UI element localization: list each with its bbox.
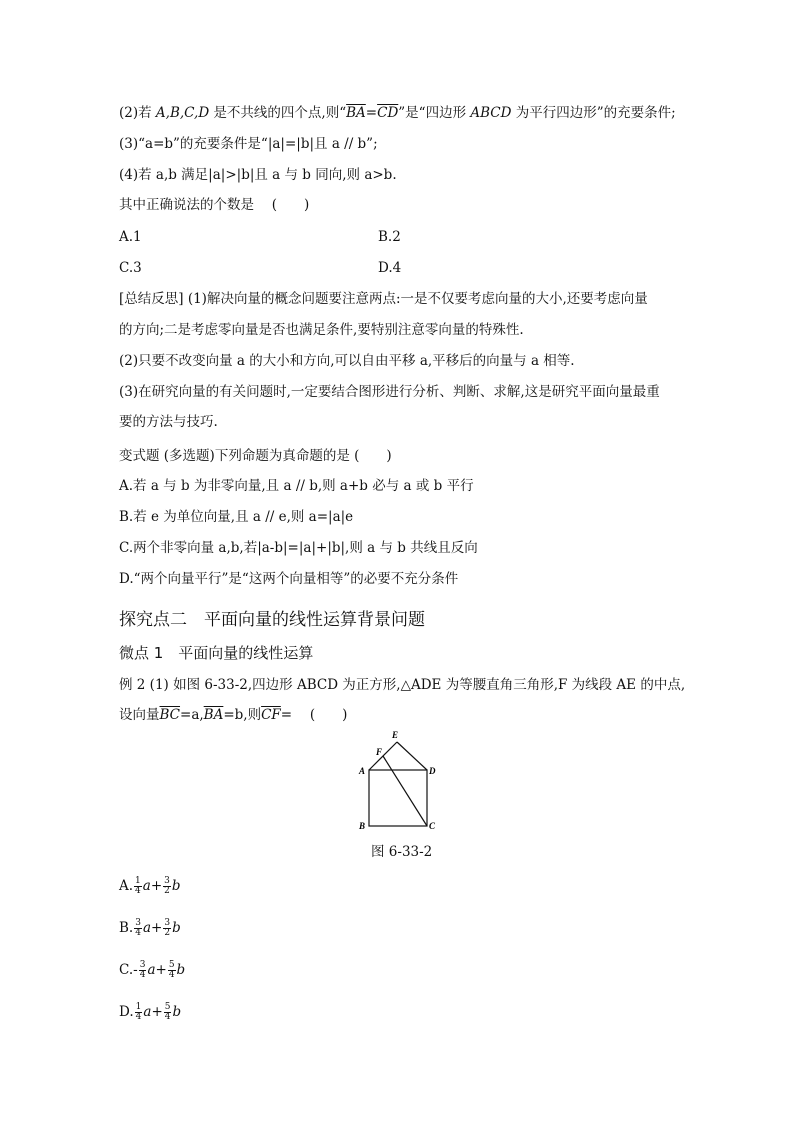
question-prompt: 其中正确说法的个数是 ( ) <box>119 197 310 213</box>
option-a: A.1 <box>119 229 142 245</box>
statement-4: (4)若 a,b 满足|a|>|b|且 a 与 b 同向,则 a>b. <box>119 167 397 183</box>
square-abcd <box>369 770 427 826</box>
answer-c: C.- $\frac{3}{4}$ a+ $\frac{5}{4}$ b <box>119 960 186 980</box>
q1-options-row-1 <box>119 227 401 247</box>
label-f: F <box>376 747 383 757</box>
statement-3: (3)“a=b”的充要条件是“|a|=|b|且 a // b”; <box>119 136 378 152</box>
option-d: D.4 <box>378 260 402 276</box>
answer-a: A. $\frac{1}{4}$ a+ $\frac{3}{2}$ b <box>119 876 181 896</box>
variant-option-c: C.两个非零向量 a,b,若|a-b|=|a|+|b|,则 a 与 b 共线且反向 <box>119 540 478 556</box>
variant-option-b: B.若 e 为单位向量,且 a // e,则 a=|a|e <box>119 509 354 525</box>
variant-title: 变式题 (多选题)下列命题为真命题的是 ( ) <box>119 448 392 464</box>
option-c: C.3 <box>119 260 142 276</box>
option-b: B.2 <box>378 229 401 245</box>
figure-caption: 图 6-33-2 <box>371 844 433 860</box>
summary-line-5: 要的方法与技巧. <box>119 414 218 430</box>
section-title: 探究点二 平面向量的线性运算背景问题 <box>119 610 425 630</box>
label-c: C <box>429 821 436 831</box>
summary-line-3: (2)只要不改变向量 a 的大小和方向,可以自由平移 a,平移后的向量与 a 相等. <box>119 353 575 369</box>
summary-line-1: [总结反思] (1)解决向量的概念问题要注意两点:一是不仅要考虑向量的大小,还要考虑向量 <box>119 291 648 307</box>
variant-option-a: A.若 a 与 b 为非零向量,且 a // b,则 a+b 必与 a 或 b 平行 <box>119 478 474 494</box>
q1-options-row-2 <box>119 258 402 278</box>
label-e: E <box>392 730 399 740</box>
summary-line-4: (3)在研究向量的有关问题时,一定要结合图形进行分析、判断、求解,这是研究平面向量最重 <box>119 384 660 400</box>
example-line-1: 例 2 (1) 如图 6-33-2,四边形 ABCD 为正方形,△ADE 为等腰直角三角形,F 为线段 AE 的中点, <box>119 677 686 693</box>
answer-b: B. $\frac{3}{4}$ a+ $\frac{3}{2}$ b <box>119 918 181 938</box>
label-a: A <box>359 766 366 776</box>
label-d: D <box>429 766 436 776</box>
example-line-2: 设向量$\overline{BC}=a,\overline{BA}=b$,则$\overline{CF}=$ ( ) <box>119 707 348 723</box>
variant-option-d: D.“两个向量平行”是“这两个向量相等”的必要不充分条件 <box>119 571 459 587</box>
label-b: B <box>359 821 366 831</box>
segment-ed <box>397 742 427 770</box>
segment-cf <box>383 756 427 826</box>
subsection-title: 微点 1 平面向量的线性运算 <box>119 644 314 662</box>
geometry-figure <box>350 728 450 838</box>
summary-line-2: 的方向;二是考虑零向量是否也满足条件,要特别注意零向量的特殊性. <box>119 322 524 338</box>
statement-2: (2)若 A,B,C,D 是不共线的四个点,则“$\overline{BA}=\overline{CD}$”是“四边形 ABCD 为平行四边形”的充要条件; <box>119 105 676 121</box>
answer-d: D. $\frac{1}{4}$ a+ $\frac{5}{4}$ b <box>119 1002 182 1022</box>
